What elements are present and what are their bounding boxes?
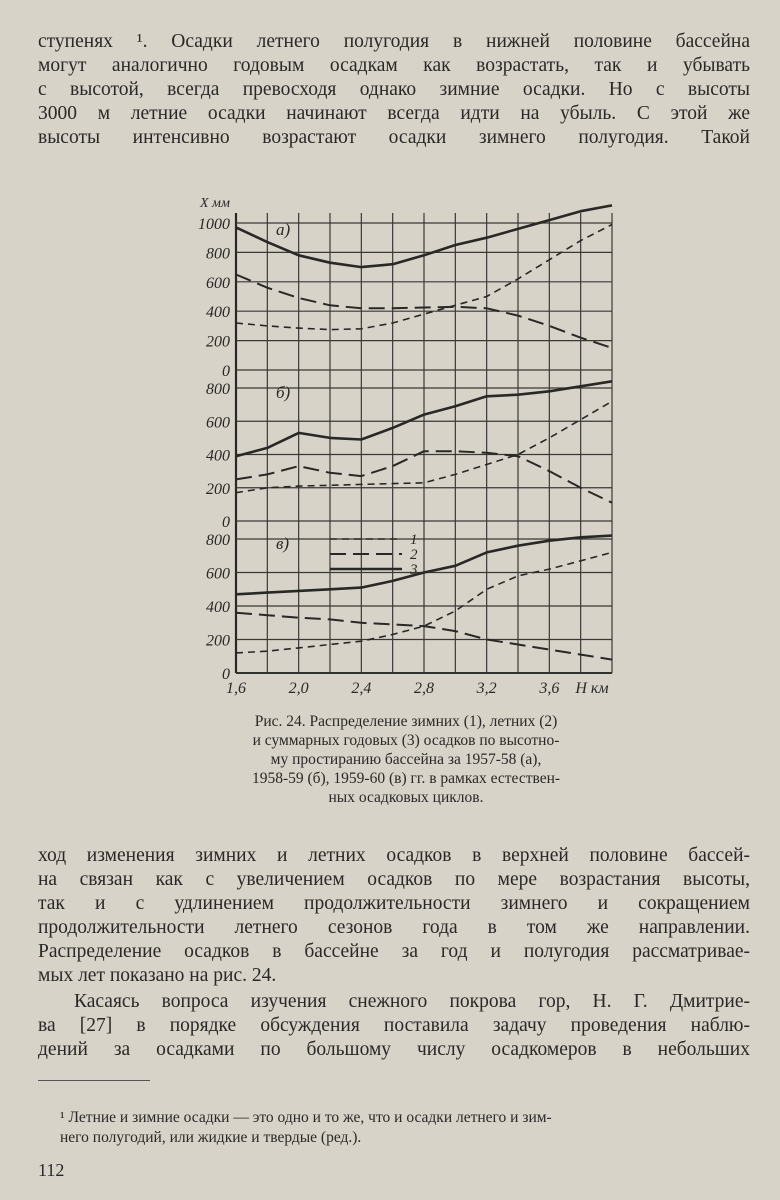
y-tick-label: 800 bbox=[206, 532, 230, 549]
caption-line: и суммарных годовых (3) осадков по высотно- bbox=[252, 732, 560, 749]
y-tick-label: 200 bbox=[206, 333, 230, 351]
footnote-line: ¹ Летние и зимние осадки — это одно и то же, что и осадки летнего и зим- bbox=[60, 1109, 552, 1126]
text-line: высоты интенсивно возрастают осадки зимнего полугодия. Такой bbox=[38, 127, 750, 148]
text-line: Распределение осадков в бассейне за год и полугодия рассматривае- bbox=[38, 941, 750, 962]
x-tick-label: 1,6 bbox=[226, 680, 246, 697]
text-line: мых лет показано на рис. 24. bbox=[38, 965, 277, 986]
y-tick-label: 200 bbox=[206, 480, 230, 498]
text-line: могут аналогично годовым осадкам как возрастать, так и убывать bbox=[38, 55, 750, 76]
x-tick-label: 2,8 bbox=[414, 680, 434, 697]
text-line: ступенях ¹. Осадки летнего полугодия в нижней половине бассейна bbox=[38, 31, 750, 52]
paragraph-top bbox=[38, 30, 750, 150]
y-axis-label: X мм bbox=[200, 196, 230, 211]
footnote-line: него полугодий, или жидкие и твердые (ред.). bbox=[60, 1129, 362, 1146]
y-tick-label: 1000 bbox=[198, 216, 230, 233]
y-tick-label: 0 bbox=[222, 666, 230, 683]
x-axis-label: H км bbox=[575, 680, 609, 697]
text-line: ход изменения зимних и летних осадков в верхней половине бассей- bbox=[38, 845, 750, 866]
panel-label: в) bbox=[276, 534, 290, 553]
legend-label: 2 bbox=[410, 547, 418, 563]
text-line: Касаясь вопроса изучения снежного покрова гор, Н. Г. Дмитрие- bbox=[74, 991, 750, 1012]
footnote bbox=[60, 1108, 760, 1148]
x-tick-label: 3,2 bbox=[476, 680, 497, 697]
figure-caption bbox=[196, 712, 616, 807]
caption-line: 1958-59 (б), 1959-60 (в) гг. в рамках естествен- bbox=[251, 770, 561, 787]
y-tick-label: 600 bbox=[206, 565, 230, 583]
panel-label: а) bbox=[276, 220, 291, 239]
y-tick-label: 0 bbox=[222, 514, 230, 531]
text-line: так и с удлинением продолжительности зимнего и сокращением bbox=[38, 893, 750, 914]
x-tick-label: 2,0 bbox=[288, 680, 309, 697]
legend-label: 1 bbox=[410, 532, 418, 548]
y-tick-label: 400 bbox=[206, 447, 230, 465]
y-tick-label: 200 bbox=[206, 632, 230, 650]
text-line: на связан как с увеличением осадков по мере возрастания высоты, bbox=[38, 869, 750, 890]
caption-line: ных осадковых циклов. bbox=[328, 789, 484, 806]
caption-line: Рис. 24. Распределение зимних (1), летних (2) bbox=[254, 713, 558, 730]
legend-label: 3 bbox=[410, 562, 418, 578]
text-line: 3000 м летние осадки начинают всегда идти на убыль. С этой же bbox=[38, 103, 750, 124]
text-line: с высотой, всегда превосходя однако зимние осадки. Но с высоты bbox=[38, 79, 750, 100]
footnote-rule bbox=[38, 1080, 150, 1081]
paragraph-middle bbox=[38, 844, 750, 988]
panel-label: б) bbox=[276, 383, 291, 402]
x-tick-label: 2,4 bbox=[351, 680, 372, 697]
figure-24-chart bbox=[180, 185, 620, 705]
caption-line: му простиранию бассейна за 1957-58 (а), bbox=[270, 751, 542, 768]
y-tick-label: 600 bbox=[206, 414, 230, 432]
y-tick-label: 400 bbox=[206, 304, 230, 322]
y-tick-label: 600 bbox=[206, 274, 230, 292]
y-tick-label: 0 bbox=[222, 363, 230, 380]
text-line: продолжительности летнего сезонов года в том же направлении. bbox=[38, 917, 750, 938]
text-line: дений за осадками по большому числу осадкомеров в небольших bbox=[38, 1039, 750, 1060]
y-tick-label: 800 bbox=[206, 381, 230, 398]
page-number: 112 bbox=[38, 1160, 65, 1180]
text-line: ва [27] в порядке обсуждения поставила задачу проведения наблю- bbox=[38, 1015, 750, 1036]
y-tick-label: 800 bbox=[206, 245, 230, 263]
x-tick-label: 3,6 bbox=[539, 680, 560, 697]
paragraph-second bbox=[38, 990, 750, 1062]
y-tick-label: 400 bbox=[206, 599, 230, 616]
